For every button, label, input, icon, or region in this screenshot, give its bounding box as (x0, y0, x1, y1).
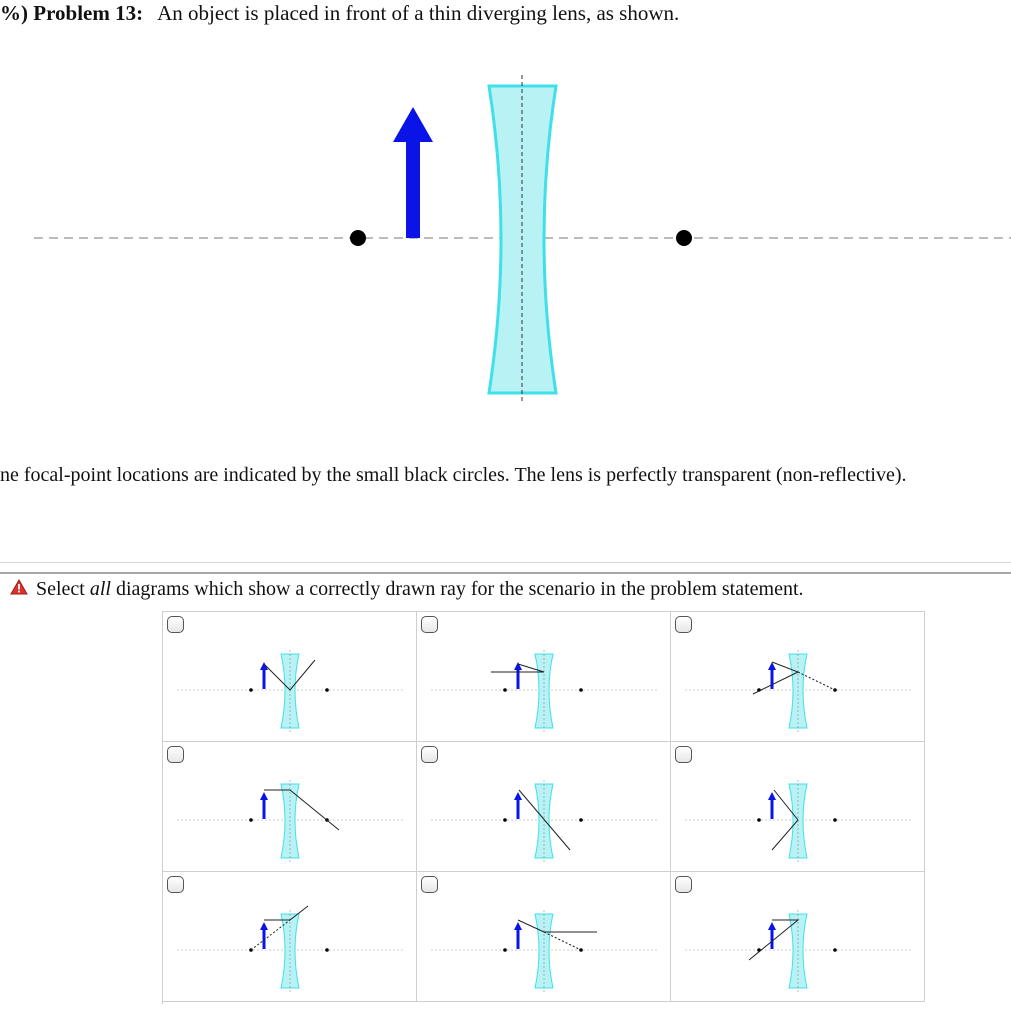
option-cell-6[interactable] (671, 742, 925, 872)
divider-light (0, 562, 1011, 563)
focal-point-right (676, 230, 692, 246)
option-diagram-5 (417, 742, 670, 871)
problem-label: Problem 13: (33, 1, 144, 25)
divider-dark (0, 572, 1011, 574)
lens-diagram (0, 60, 1011, 410)
problem-prefix: %) (0, 1, 28, 25)
option-diagram-2 (417, 612, 670, 741)
option-cell-5[interactable] (417, 742, 671, 872)
option-cell-9[interactable] (671, 872, 925, 1002)
option-diagram-9 (671, 872, 924, 1001)
focal-point-left (350, 230, 366, 246)
object-arrow-head (393, 107, 433, 142)
problem-statement: An object is placed in front of a thin diverging lens, as shown. (157, 1, 680, 25)
option-diagram-6 (671, 742, 924, 871)
warning-icon (10, 579, 28, 595)
option-cell-8[interactable] (417, 872, 671, 1002)
option-cell-7[interactable] (163, 872, 417, 1002)
option-diagram-4 (163, 742, 416, 871)
problem-header (0, 0, 679, 26)
option-cell-1[interactable] (163, 612, 417, 742)
option-diagram-1 (163, 612, 416, 741)
diagram-options-grid (162, 611, 925, 1004)
question-prompt: Select all diagrams which show a correctly drawn ray for the scenario in the problem statement. (36, 578, 804, 600)
focal-note: ne focal-point locations are indicated by the small black circles. The lens is perfectly transparent (non-reflective). (0, 464, 907, 486)
option-cell-3[interactable] (671, 612, 925, 742)
option-diagram-3 (671, 612, 924, 741)
option-cell-4[interactable] (163, 742, 417, 872)
object-arrow-shaft (406, 140, 420, 238)
option-diagram-8 (417, 872, 670, 1001)
option-diagram-7 (163, 872, 416, 1001)
option-cell-2[interactable] (417, 612, 671, 742)
